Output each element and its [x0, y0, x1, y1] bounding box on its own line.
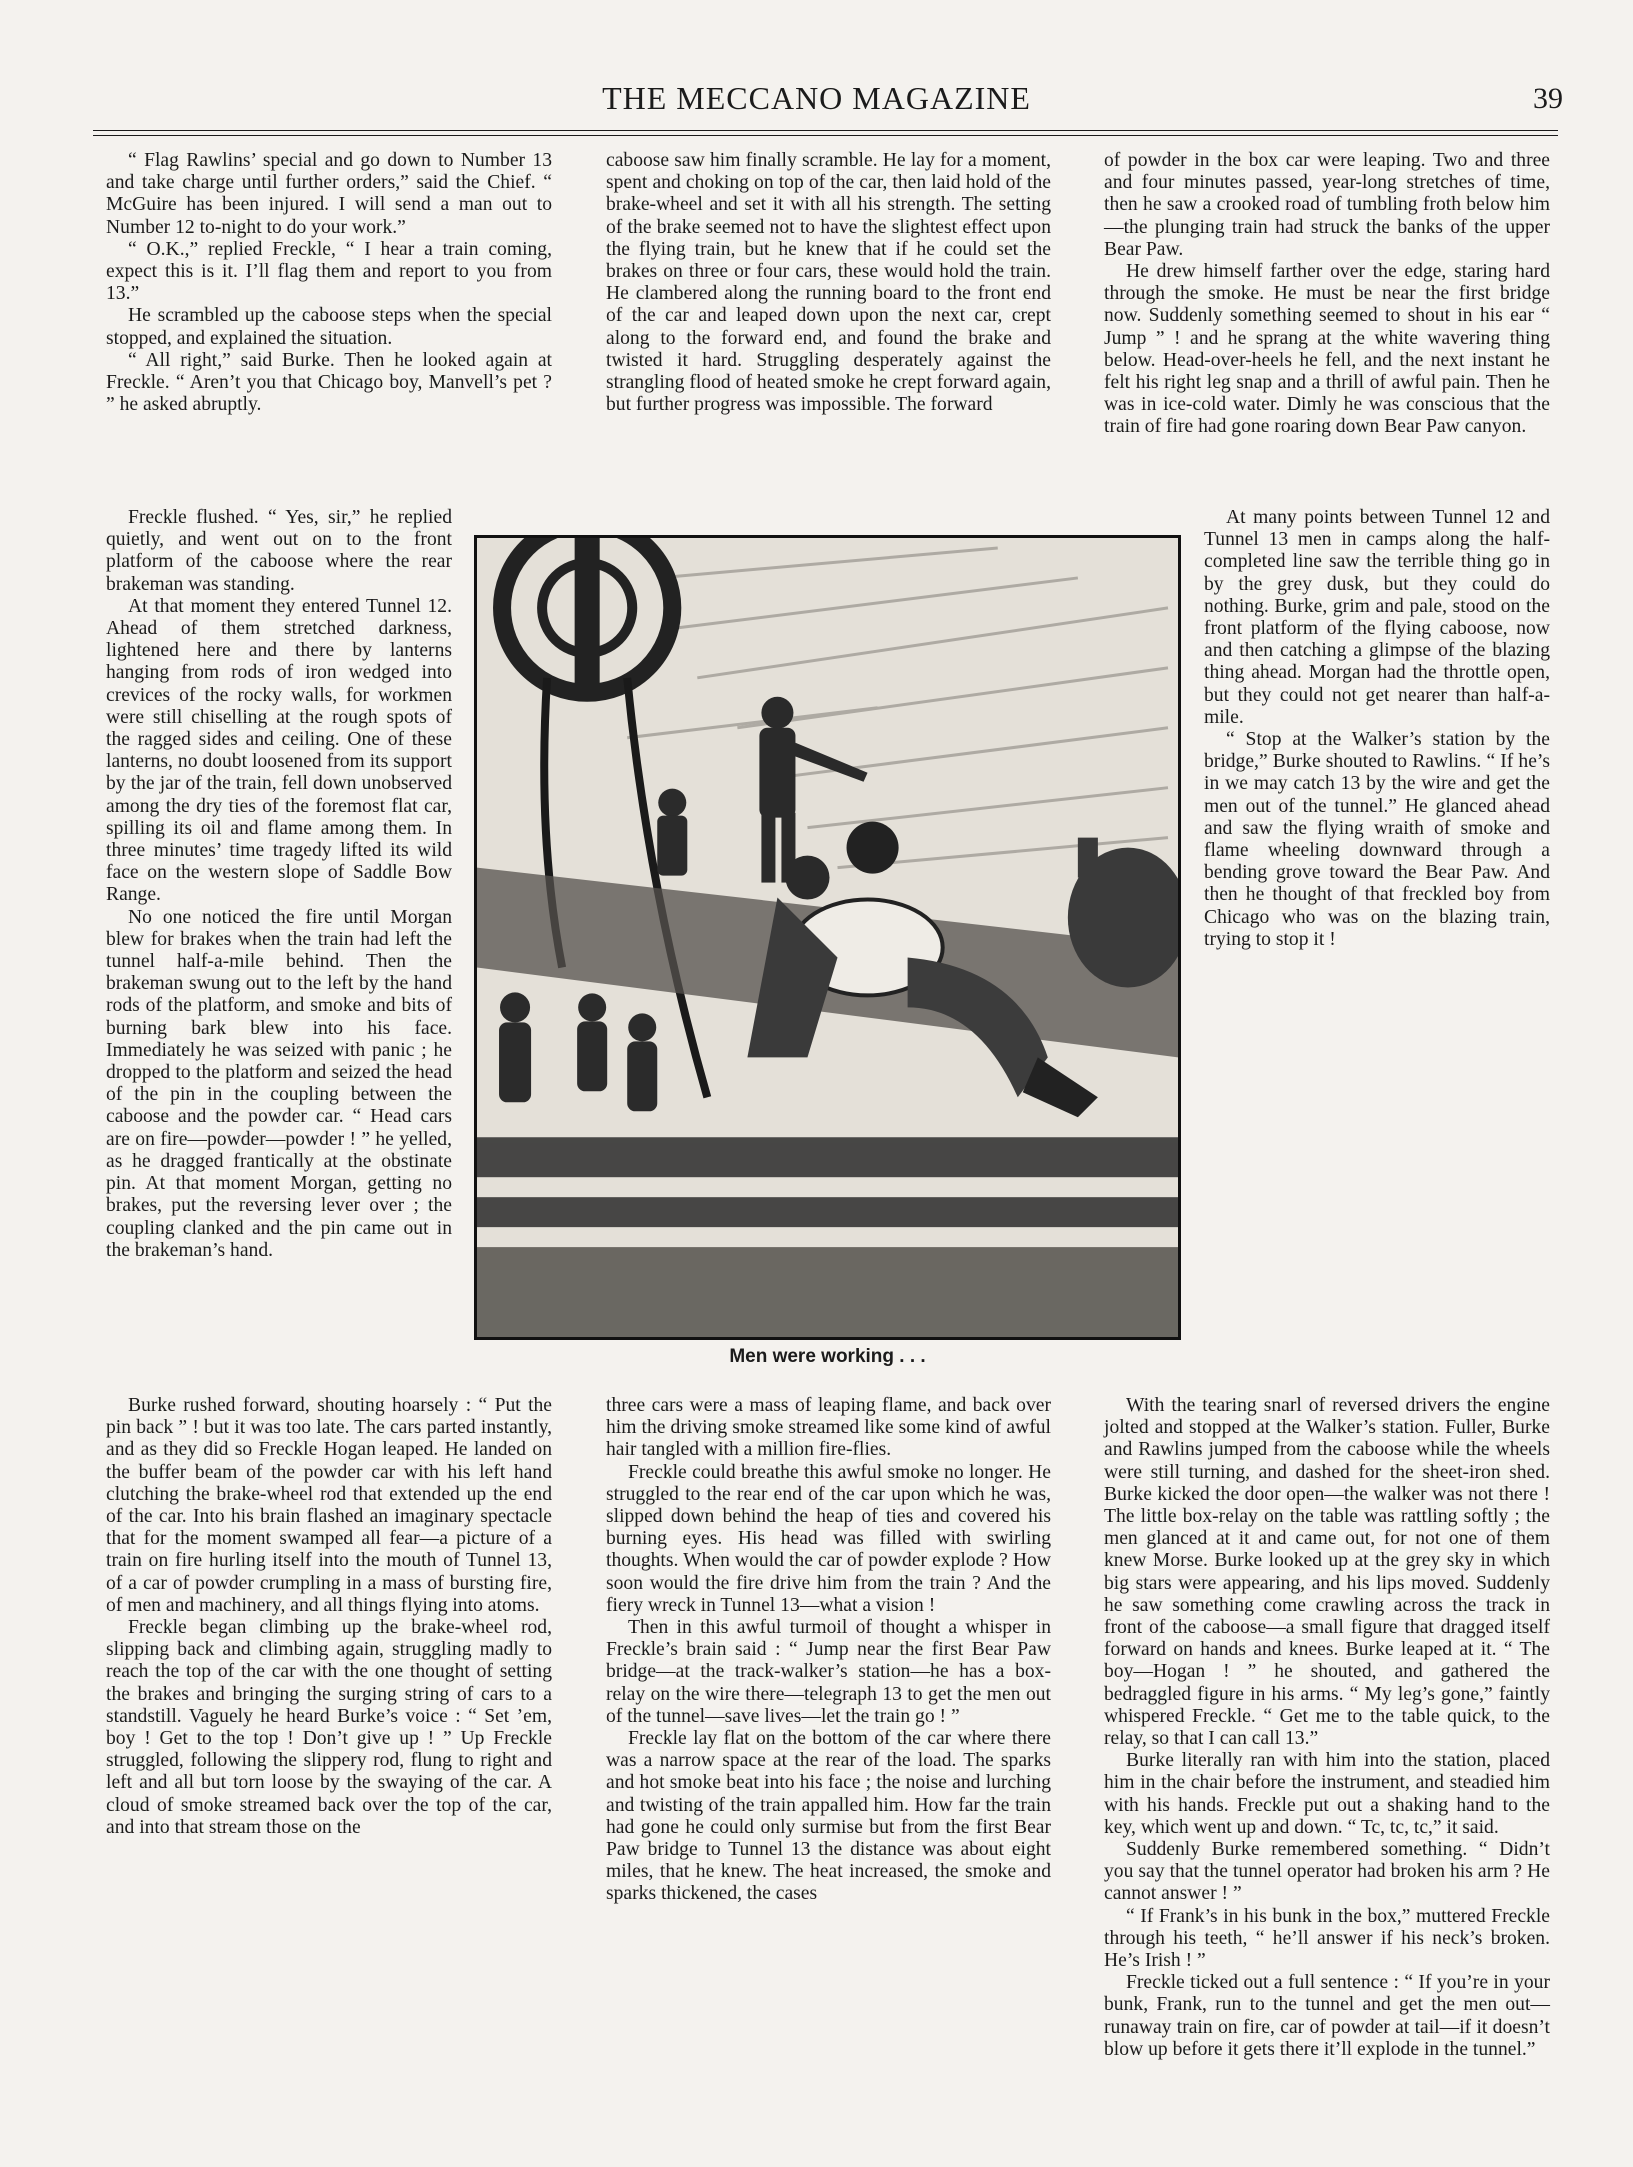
paragraph: Burke rushed forward, shouting hoarsely : “ Put the pin back ” ! but it was too late. The cars parted instantly, and as they did so Freckle Hogan leaped. He landed on the buffer beam of the powder car with his left hand clutching the brake-wheel rod that extended up the end of the car. Into his brain flashed an imaginary spectacle that for the moment swamped all fear—a picture of a train on fire hurling itself into the mouth of Tunnel 13, of a car of powder crumpling in a mass of bursting fire, of men and machinery, and all things flying into atoms. [106, 1395, 552, 1616]
right-column-bottom [1104, 1395, 1550, 2061]
magazine-title: THE MECCANO MAGAZINE [602, 80, 1031, 116]
paragraph: Freckle ticked out a full sentence : “ If you’re in your bunk, Frank, run to the tunnel and get the men out—runaway train on fire, car of powder at tail—if it doesn’t blow up before it gets there it’ll explode in the tunnel.” [1104, 1972, 1550, 2060]
paragraph: caboose saw him finally scramble. He lay for a moment, spent and choking on top of the car, then laid hold of the brake-wheel and set it with all his strength. The setting of the brake seemed not to have the slightest effect upon the flying train, but he knew that if he could set the brakes on three or four cars, these would hold the train. He clambered along the running board to the front end of the car and leaped down upon the next car, crept along to the forward end, and found the brake and twisted it hard. Struggling desperately against the strangling flood of heated smoke he crept forward again, but further progress was impossible. The forward [606, 150, 1051, 416]
sketch-drawing [477, 538, 1178, 1337]
paragraph: “ If Frank’s in his bunk in the box,” muttered Freckle through his teeth, “ he’ll answer if his neck’s broken. He’s Irish ! ” [1104, 1905, 1550, 1972]
illustration-workmen-sketch [474, 535, 1181, 1340]
paragraph: Burke literally ran with him into the station, placed him in the chair before the instrument, and steadied him with his hands. Freckle put out a shaking hand to the key, which went up and down. “ Tc, tc, tc,” it said. [1104, 1750, 1550, 1838]
figure-caption: Men were working . . . [729, 1346, 926, 1367]
paragraph: Suddenly Burke remembered something. “ Didn’t you say that the tunnel operator had broken his arm ? He cannot answer ! ” [1104, 1839, 1550, 1905]
paragraph: “ O.K.,” replied Freckle, “ I hear a train coming, expect this is it. I’ll flag them and report to you from 13.” [106, 238, 552, 305]
header-rule-top [93, 130, 1558, 131]
header-rule-bottom [93, 135, 1558, 136]
paragraph: Freckle flushed. “ Yes, sir,” he replied quietly, and went out on to the front platform of the caboose where the rear brakeman was standing. [106, 507, 452, 595]
paragraph: three cars were a mass of leaping flame, and back over him the driving smoke streamed like some kind of awful hair tangled with a million fire-flies. [606, 1395, 1051, 1461]
paragraph: Freckle could breathe this awful smoke no longer. He struggled to the rear end of the car upon which he was, slipped down behind the heap of ties and covered his burning eyes. His head was filled with swirling thoughts. When would the car of powder explode ? How soon would the fire drive him from the train ? And the fiery wreck in Tunnel 13—what a vision ! [606, 1461, 1051, 1616]
paragraph: Freckle began climbing up the brake-wheel rod, slipping back and climbing again, struggling madly to reach the top of the car with the one thought of setting the brakes and bringing the surging string of cars to a standstill. Vaguely he heard Burke’s voice : “ Set ’em, boy ! Get to the top ! Don’t give up ! ” Up Freckle struggled, following the slippery rod, flung to right and left and all but torn loose by the swaying of the car. A cloud of smoke streamed back over the top of the car, and into that stream those on the [106, 1617, 552, 1838]
page-number: 39 [1533, 82, 1563, 115]
left-column-wrapped [106, 507, 452, 1262]
paragraph: No one noticed the fire until Morgan blew for brakes when the train had left the tunnel half-a-mile behind. Then the brakeman swung out to the left by the hand rods of the platform, and smoke and bits of burning bark blew into his face. Immediately he was seized with panic ; he dropped to the platform and seized the head of the pin in the coupling between the caboose and the powder car. “ Head cars are on fire—powder—powder ! ” he yelled, as he dragged frantically at the obstinate pin. At that moment Morgan, getting no brakes, put the reversing lever over ; the coupling clanked and the pin came out in the brakeman’s hand. [106, 906, 452, 1261]
paragraph: “ Stop at the Walker’s station by the bridge,” Burke shouted to Rawlins. “ If he’s in we may catch 13 by the wire and get the men out of the tunnel.” He glanced ahead and saw the flying wraith of smoke and flame wheeling downward through a bending grove toward the Bear Paw. And then he thought of that freckled boy from Chicago who was on the blazing train, trying to stop it ! [1204, 729, 1550, 950]
paragraph: of powder in the box car were leaping. Two and three and four minutes passed, year-long stretches of time, then he saw a crooked road of tumbling froth below him—the plunging train had struck the banks of the upper Bear Paw. [1104, 150, 1550, 260]
right-column-wrapped [1204, 507, 1550, 951]
paragraph: With the tearing snarl of reversed drivers the engine jolted and stopped at the Walker’s station. Fuller, Burke and Rawlins jumped from the caboose while the wheels were still turning, and dashed for the sheet-iron shed. Burke kicked the door open—the walker was not there ! The little box-relay on the table was rattling softly ; the men glanced at it and came out, for not one of them knew Morse. Burke looked up at the grey sky in which big stars were appearing, and his lips moved. Suddenly he saw something come crawling across the track in front of the caboose—a small figure that dragged itself forward on hands and knees. Burke leaped at it. “ The boy—Hogan ! ” he shouted, and gathered the bedraggled figure in his arms. “ My leg’s gone,” faintly whispered Freckle. “ Get me to the table quick, to the relay, so that I can call 13.” [1104, 1395, 1550, 1750]
paragraph: “ Flag Rawlins’ special and go down to Number 13 and take charge until further orders,” said the Chief. “ McGuire has been injured. I will send a man out to Number 12 to-night to do your work.” [106, 150, 552, 238]
right-column-top [1104, 150, 1550, 439]
paragraph: At many points between Tunnel 12 and Tunnel 13 men in camps along the half-completed line saw the terrible thing go in by the grey dusk, but they could do nothing. Burke, grim and pale, stood on the front platform of the flying caboose, now and then catching a glimpse of the blazing thing ahead. Morgan had the throttle open, but they could not get nearer than half-a-mile. [1204, 507, 1550, 728]
middle-column-top [606, 150, 1051, 416]
paragraph: At that moment they entered Tunnel 12. Ahead of them stretched darkness, lightened here and there by lanterns hanging from rods of iron wedged into crevices of the rocky walls, for workmen were still chiselling at the rough spots of the ragged sides and ceiling. One of these lanterns, no doubt loosened from its support by the jar of the train, fell down unobserved among the dry ties of the foremost flat car, spilling its oil and flame among them. In three minutes’ time tragedy lifted its wild face on the western slope of Saddle Bow Range. [106, 595, 452, 906]
paragraph: He scrambled up the caboose steps when the special stopped, and explained the situation. [106, 305, 552, 349]
paragraph: Then in this awful turmoil of thought a whisper in Freckle’s brain said : “ Jump near the first Bear Paw bridge—at the track-walker’s station—he has a box-relay on the wire there—telegraph 13 to get the men out of the tunnel—save lives—let the train go ! ” [606, 1617, 1051, 1727]
paragraph: “ All right,” said Burke. Then he looked again at Freckle. “ Aren’t you that Chicago boy, Manvell’s pet ? ” he asked abruptly. [106, 349, 552, 416]
middle-column-bottom [606, 1395, 1051, 1906]
left-column-bottom [106, 1395, 552, 1839]
paragraph: He drew himself farther over the edge, staring hard through the smoke. He must be near the first bridge now. Suddenly something seemed to shout in his ear “ Jump ” ! and he sprang at the white wavering thing below. Head-over-heels he fell, and the next instant he felt his right leg snap and a thrill of awful pain. Then he was in ice-cold water. Dimly he was conscious that the train of fire had gone roaring down Bear Paw canyon. [1104, 261, 1550, 438]
left-column-top [106, 150, 552, 416]
paragraph: Freckle lay flat on the bottom of the car where there was a narrow space at the rear of the load. The sparks and hot smoke beat into his face ; the noise and lurching and twisting of the train appalled him. How far the train had gone he could only surmise but from the first Bear Paw bridge to Tunnel 13 the distance was about eight miles, that he knew. The heat increased, the smoke and sparks thickened, the cases [606, 1728, 1051, 1905]
